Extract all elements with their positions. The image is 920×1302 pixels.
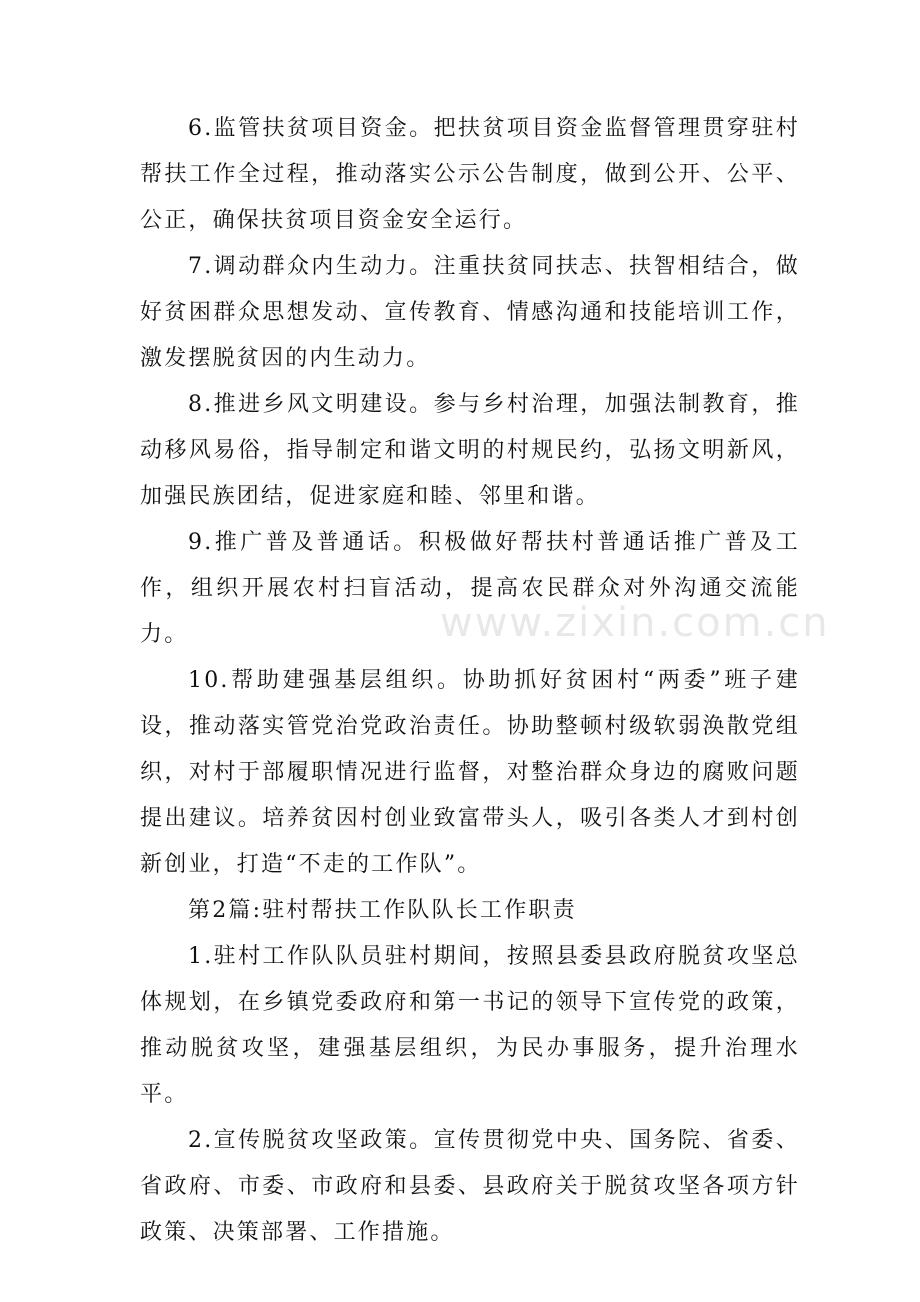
paragraph-item-2: 2.宣传脱贫攻坚政策。宣传贯彻党中央、国务院、省委、省政府、市委、市政府和县委、县政府关于脱贫攻坚各项方针政策、决策部署、工作措施。 — [140, 1128, 800, 1245]
watermark: www.zixin.com.cn — [440, 600, 830, 646]
document-body — [140, 106, 800, 1256]
paragraph-item-9: 9.推广普及普通话。积极做好帮扶村普通话推广普及工作，组织开展农村扫盲活动，提高农民群众对外沟通交流能力。 — [140, 530, 800, 647]
paragraph-item-10: 10.帮助建强基层组织。协助抓好贫困村“两委”班子建设，推动落实管党治党政治责任。协助整顿村级软弱涣散党组织，对村于部履职情况进行监督，对整治群众身边的腐败问题提出建议。培养贫因村创业致富带头人，吸引各类人才到村创新创业，打造“不走的工作队”。 — [140, 668, 800, 877]
section-heading: 第2篇:驻村帮扶工作队队长工作职责 — [188, 898, 577, 923]
paragraph-item-7: 7.调动群众内生动力。注重扶贫同扶志、扶智相结合，做好贫困群众思想发动、宣传教育、情感沟通和技能培训工作，激发摆脱贫因的内生动力。 — [140, 254, 800, 371]
paragraph-item-6: 6.监管扶贫项目资金。把扶贫项目资金监督管理贯穿驻村帮扶工作全过程，推动落实公示公告制度，做到公开、公平、公正，确保扶贫项目资金安全运行。 — [140, 116, 800, 233]
paragraph-item-8: 8.推进乡风文明建设。参与乡村治理，加强法制教育，推动移风易俗，指导制定和谐文明的村规民约，弘扬文明新风，加强民族团结，促进家庭和睦、邻里和谐。 — [140, 392, 800, 509]
paragraph-item-1: 1.驻村工作队队员驻村期间，按照县委县政府脱贫攻坚总体规划，在乡镇党委政府和第一书记的领导下宣传党的政策，推动脱贫攻坚，建强基层组织，为民办事服务，提升治理水平。 — [140, 944, 800, 1107]
